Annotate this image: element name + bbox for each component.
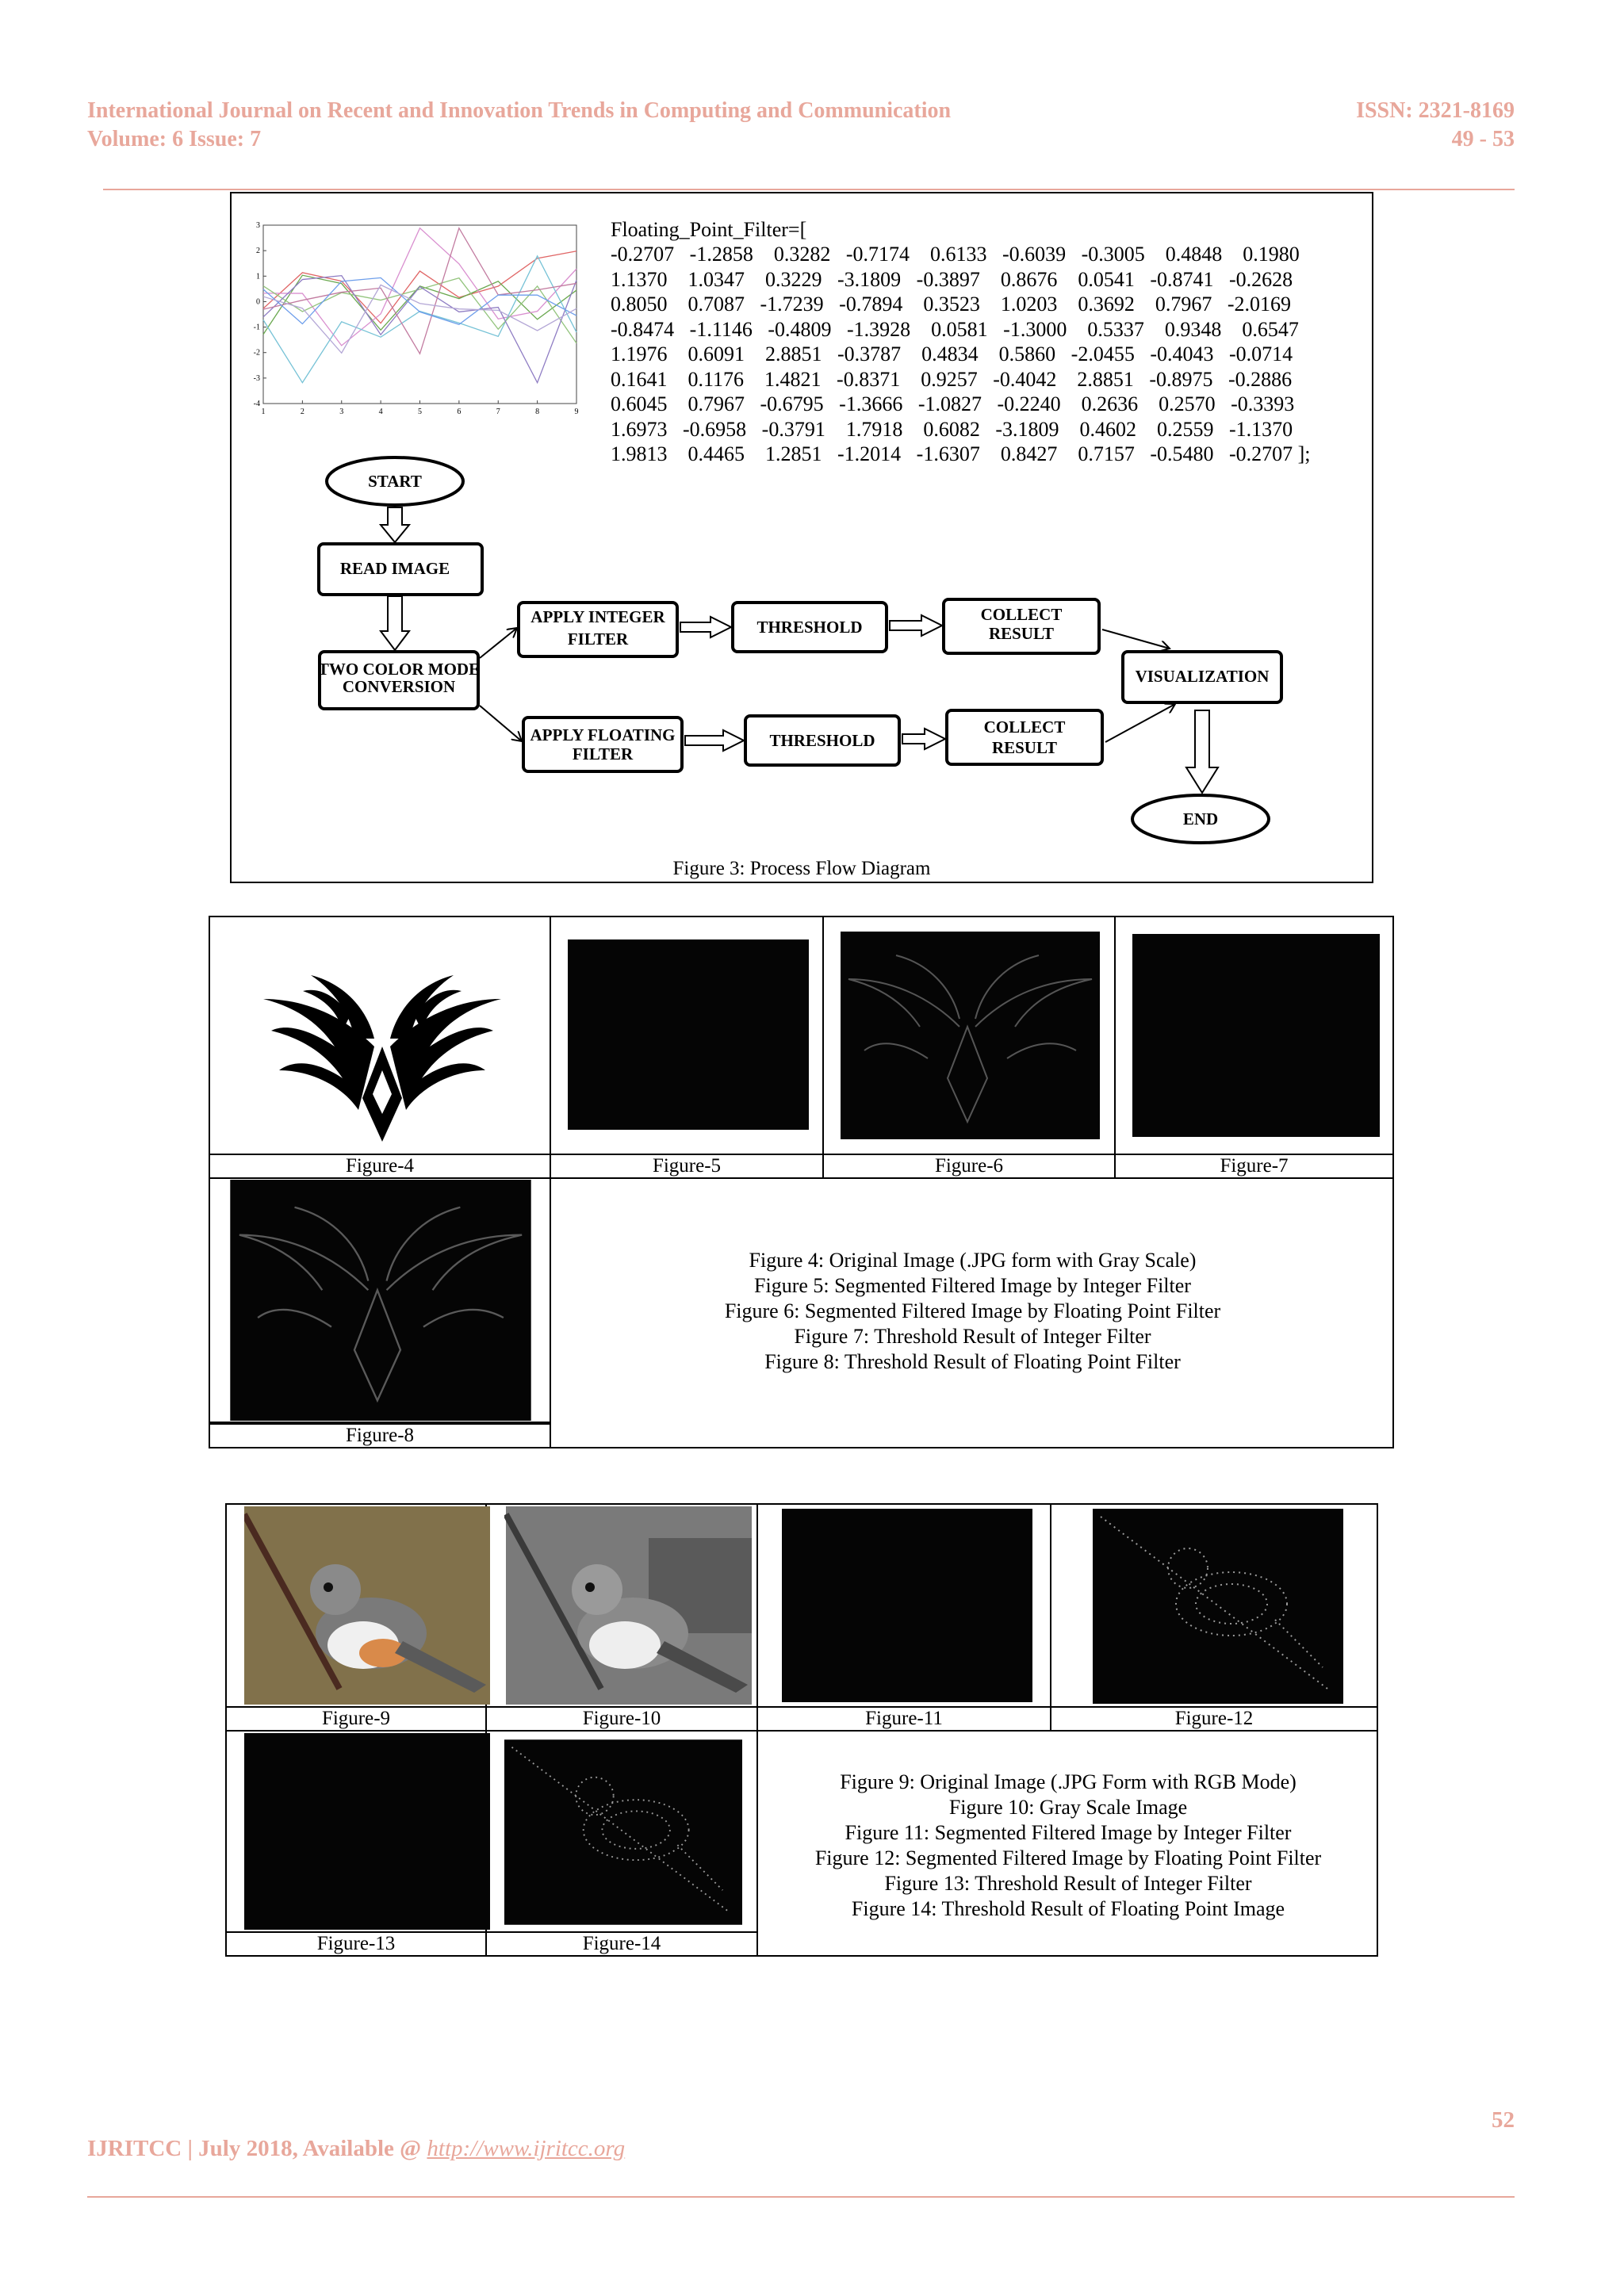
arrow-float-threshold [685, 730, 744, 751]
arrow-convert-int [480, 628, 517, 658]
figure-12-image [1093, 1509, 1343, 1704]
matrix-row: 1.9813 0.4465 1.2851 -1.2014 -1.6307 0.8427 0.7157 -0.5480 -0.2707 ]; [611, 442, 1311, 465]
figure-3-caption: Figure 3: Process Flow Diagram [672, 858, 931, 879]
x-tick-label: 7 [496, 408, 500, 416]
collect-top-label-1: COLLECT [980, 605, 1063, 624]
start-label: START [368, 472, 422, 491]
apply-integer-label-2: FILTER [567, 629, 629, 649]
arrow-collect-top-vis [1102, 629, 1170, 649]
page-range: 49 - 53 [1451, 127, 1515, 151]
matrix-row: -0.2707 -1.2858 0.3282 -0.7174 0.6133 -0.6039 -0.3005 0.4848 0.1980 [611, 243, 1300, 266]
matrix-row: 1.6973 -0.6958 -0.3791 1.7918 0.6082 -3.1809 0.4602 0.2559 -1.1370 [611, 417, 1293, 441]
caption-line: Figure 9: Original Image (.JPG Form with RGB Mode) [840, 1770, 1297, 1793]
figure-4-image [255, 951, 509, 1150]
x-tick-label: 3 [339, 408, 344, 416]
arrow-threshold-collect-top [890, 615, 942, 636]
matrix-row: 0.8050 0.7087 -1.7239 -0.7894 0.3523 1.0203 0.3692 0.7967 -2.0169 [611, 293, 1291, 316]
figure-10-label: Figure-10 [485, 1706, 758, 1732]
matrix-row: 1.1370 1.0347 0.3229 -3.1809 -0.3897 0.8676 0.0541 -0.8741 -0.2628 [611, 267, 1293, 291]
figure-11-label: Figure-11 [756, 1706, 1051, 1732]
figure-11-image [782, 1509, 1032, 1702]
end-label: END [1182, 809, 1219, 828]
volume-issue: Volume: 6 Issue: 7 [87, 127, 262, 151]
figure-6-image [841, 932, 1100, 1139]
collect-bottom-label-1: COLLECT [983, 718, 1066, 737]
read-image-label: READ IMAGE [339, 559, 450, 578]
two-color-mode-label-1: TWO COLOR MODE [317, 660, 481, 679]
table-1-captions [551, 1248, 1394, 1375]
arrow-convert-float [480, 706, 522, 741]
caption-line: Figure 14: Threshold Result of Floating Point Image [851, 1897, 1285, 1920]
apply-floating-label-2: FILTER [572, 744, 634, 763]
footer-text [87, 2136, 625, 2162]
figure-9-image [244, 1506, 490, 1705]
arrow-int-threshold [680, 617, 731, 637]
y-tick-label: -4 [253, 400, 260, 408]
arrow-collect-bottom-vis [1105, 704, 1175, 742]
y-tick-label: 2 [256, 247, 260, 256]
figure-7-image [1132, 934, 1380, 1137]
y-tick-label: 3 [256, 221, 260, 230]
figure-14-label: Figure-14 [485, 1931, 758, 1957]
x-tick-label: 5 [418, 408, 422, 416]
figure-6-label: Figure-6 [822, 1154, 1116, 1179]
x-tick-label: 9 [574, 408, 579, 416]
matrix-row: 0.1641 0.1176 1.4821 -0.8371 0.9257 -0.4042 2.8851 -0.8975 -0.2886 [611, 367, 1293, 391]
caption-line: Figure 13: Threshold Result of Integer Filter [884, 1872, 1252, 1895]
collect-top-label-2: RESULT [988, 624, 1055, 643]
collect-bottom-label-2: RESULT [991, 738, 1058, 757]
caption-line: Figure 10: Gray Scale Image [948, 1796, 1188, 1819]
process-flow-diagram [0, 0, 1624, 888]
caption-line: Figure 6: Segmented Filtered Image by Floating Point Filter [724, 1299, 1221, 1322]
figure-14-image [504, 1738, 742, 1927]
caption-line: Figure 12: Segmented Filtered Image by Floating Point Filter [814, 1846, 1322, 1869]
x-tick-label: 6 [457, 408, 462, 416]
matrix-row: -0.8474 -1.1146 -0.4809 -1.3928 0.0581 -1.3000 0.5337 0.9348 0.6547 [611, 317, 1299, 341]
matrix-row: 1.1976 0.6091 2.8851 -0.3787 0.4834 0.5860 -2.0455 -0.4043 -0.0714 [611, 342, 1293, 365]
matrix-title: Floating_Point_Filter=[ [611, 217, 807, 241]
journal-title: International Journal on Recent and Innovation Trends in Computing and Communication [87, 98, 952, 123]
caption-line: Figure 8: Threshold Result of Floating Point Filter [764, 1350, 1181, 1373]
figure-10-image [504, 1506, 753, 1705]
arrow-threshold-collect-bottom [902, 729, 945, 749]
arrow-start-read [381, 507, 409, 542]
page-number: 52 [1492, 2107, 1515, 2133]
figure-13-label: Figure-13 [225, 1931, 487, 1957]
journal-website-link[interactable]: http://www.ijritcc.org [427, 2136, 626, 2161]
caption-line: Figure 4: Original Image (.JPG form with Gray Scale) [749, 1249, 1197, 1272]
footer-rule [87, 2196, 1515, 2198]
figure-4-label: Figure-4 [209, 1154, 551, 1179]
figure-8-image [227, 1180, 534, 1421]
y-tick-label: -3 [253, 373, 260, 383]
figure-13-image [244, 1733, 490, 1930]
issn: ISSN: 2321-8169 [1356, 98, 1515, 123]
figure-5-label: Figure-5 [550, 1154, 824, 1179]
caption-line: Figure 5: Segmented Filtered Image by Integer Filter [754, 1274, 1191, 1297]
figure-5-image [568, 939, 809, 1130]
visualization-label: VISUALIZATION [1135, 667, 1270, 686]
y-tick-label: 0 [256, 297, 260, 307]
apply-floating-label-1: APPLY FLOATING [530, 725, 676, 744]
threshold-bottom-label: THRESHOLD [769, 731, 875, 750]
y-tick-label: -1 [253, 323, 260, 332]
footer-availability: IJRITCC | July 2018, Available @ [87, 2136, 427, 2161]
caption-line: Figure 7: Threshold Result of Integer Filter [794, 1325, 1151, 1348]
caption-line: Figure 11: Segmented Filtered Image by Integer Filter [845, 1821, 1292, 1844]
matrix-row: 0.6045 0.7967 -0.6795 -1.3666 -1.0827 -0.2240 0.2636 0.2570 -0.3393 [611, 392, 1295, 415]
x-tick-label: 1 [261, 408, 266, 416]
figure-9-label: Figure-9 [225, 1706, 487, 1732]
figure-7-label: Figure-7 [1114, 1154, 1394, 1179]
threshold-top-label: THRESHOLD [756, 618, 863, 637]
x-tick-label: 8 [535, 408, 540, 416]
arrow-read-convert [381, 596, 409, 650]
x-tick-label: 4 [378, 408, 383, 416]
y-tick-label: 1 [256, 272, 260, 281]
arrow-vis-end [1186, 710, 1218, 793]
two-color-mode-label-2: CONVERSION [342, 677, 456, 696]
figure-8-label: Figure-8 [209, 1423, 551, 1448]
figure-12-label: Figure-12 [1050, 1706, 1378, 1732]
y-tick-label: -2 [253, 348, 260, 358]
table-2-captions [758, 1770, 1378, 1922]
x-tick-label: 2 [300, 408, 304, 416]
apply-integer-label-1: APPLY INTEGER [530, 607, 665, 626]
